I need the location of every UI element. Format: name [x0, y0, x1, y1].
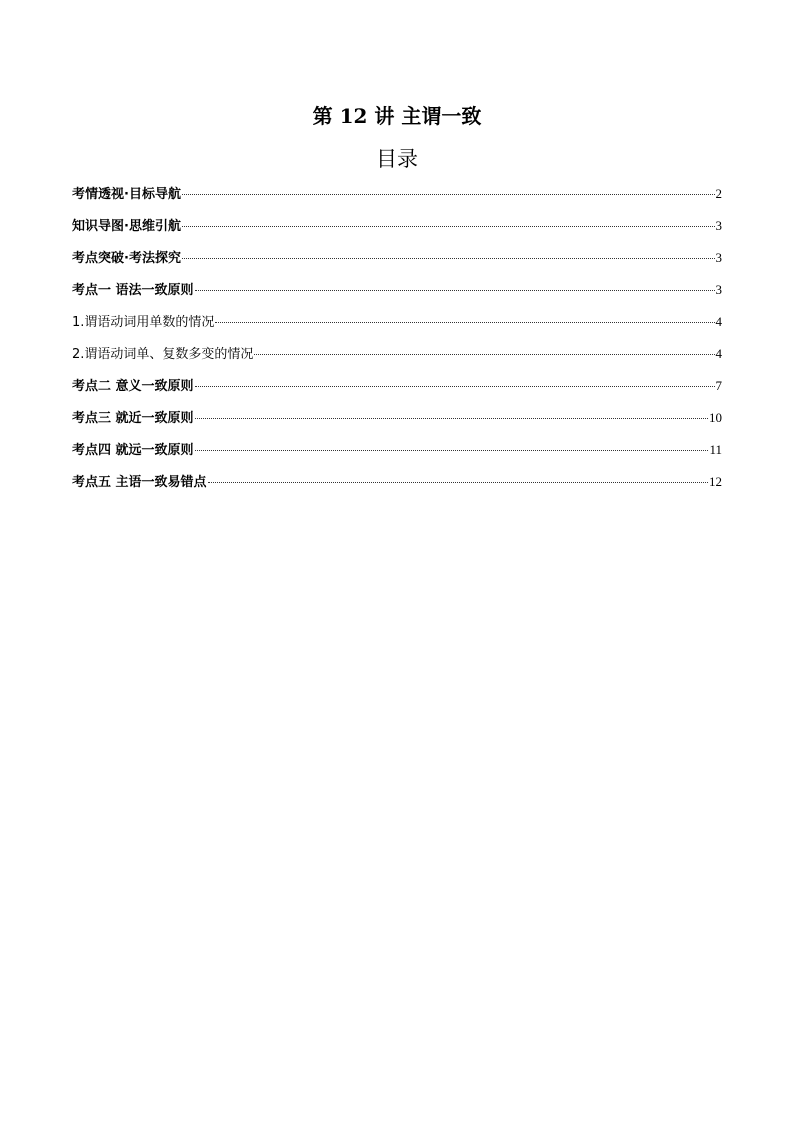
toc-entry-label: 考点二 意义一致原则 — [72, 379, 194, 394]
toc-entry-label: 考点一 语法一致原则 — [72, 283, 194, 298]
toc-page-number: 7 — [715, 378, 722, 393]
toc-leader-dots — [254, 354, 714, 355]
toc-leader-dots — [215, 322, 714, 323]
toc-entry[interactable] — [72, 471, 722, 503]
toc-leader-dots — [208, 482, 708, 483]
toc-leader-dots — [195, 386, 715, 387]
toc-entry[interactable] — [72, 439, 722, 471]
page-title: 第 12 讲 主谓一致 — [312, 104, 482, 128]
toc-entry[interactable] — [72, 343, 722, 375]
toc-entry-label: 2.谓语动词单、复数多变的情况 — [72, 347, 254, 362]
toc-heading: 目录 — [376, 147, 418, 171]
toc-page-number: 3 — [715, 250, 722, 265]
toc-entry-label: 考情透视·目标导航 — [72, 187, 181, 202]
toc-page-number: 11 — [709, 442, 722, 457]
toc-entry[interactable] — [72, 183, 722, 215]
toc-entry[interactable] — [72, 375, 722, 407]
toc-entry-label: 知识导图·思维引航 — [72, 219, 181, 234]
toc-entry-label: 1.谓语动词用单数的情况 — [72, 315, 215, 330]
toc-entry[interactable] — [72, 247, 722, 279]
toc-page-number: 4 — [715, 314, 722, 329]
toc-entry[interactable] — [72, 311, 722, 343]
toc-leader-dots — [195, 450, 709, 451]
toc-page-number: 3 — [715, 218, 722, 233]
toc-entry-label: 考点四 就远一致原则 — [72, 443, 194, 458]
toc-page-number: 3 — [715, 282, 722, 297]
toc-entry-label: 考点突破·考法探究 — [72, 251, 181, 266]
toc-entry[interactable] — [72, 279, 722, 311]
toc-leader-dots — [195, 418, 708, 419]
toc-leader-dots — [195, 290, 715, 291]
toc-entry[interactable] — [72, 215, 722, 247]
toc-entry-label: 考点五 主语一致易错点 — [72, 475, 207, 490]
toc-leader-dots — [182, 226, 715, 227]
toc-page-number: 12 — [709, 474, 722, 489]
toc-page-number: 10 — [709, 410, 722, 425]
table-of-contents — [72, 183, 722, 503]
toc-leader-dots — [182, 194, 715, 195]
toc-entry[interactable] — [72, 407, 722, 439]
toc-entry-label: 考点三 就近一致原则 — [72, 411, 194, 426]
toc-leader-dots — [182, 258, 715, 259]
toc-page-number: 2 — [715, 186, 722, 201]
toc-page-number: 4 — [715, 346, 722, 361]
